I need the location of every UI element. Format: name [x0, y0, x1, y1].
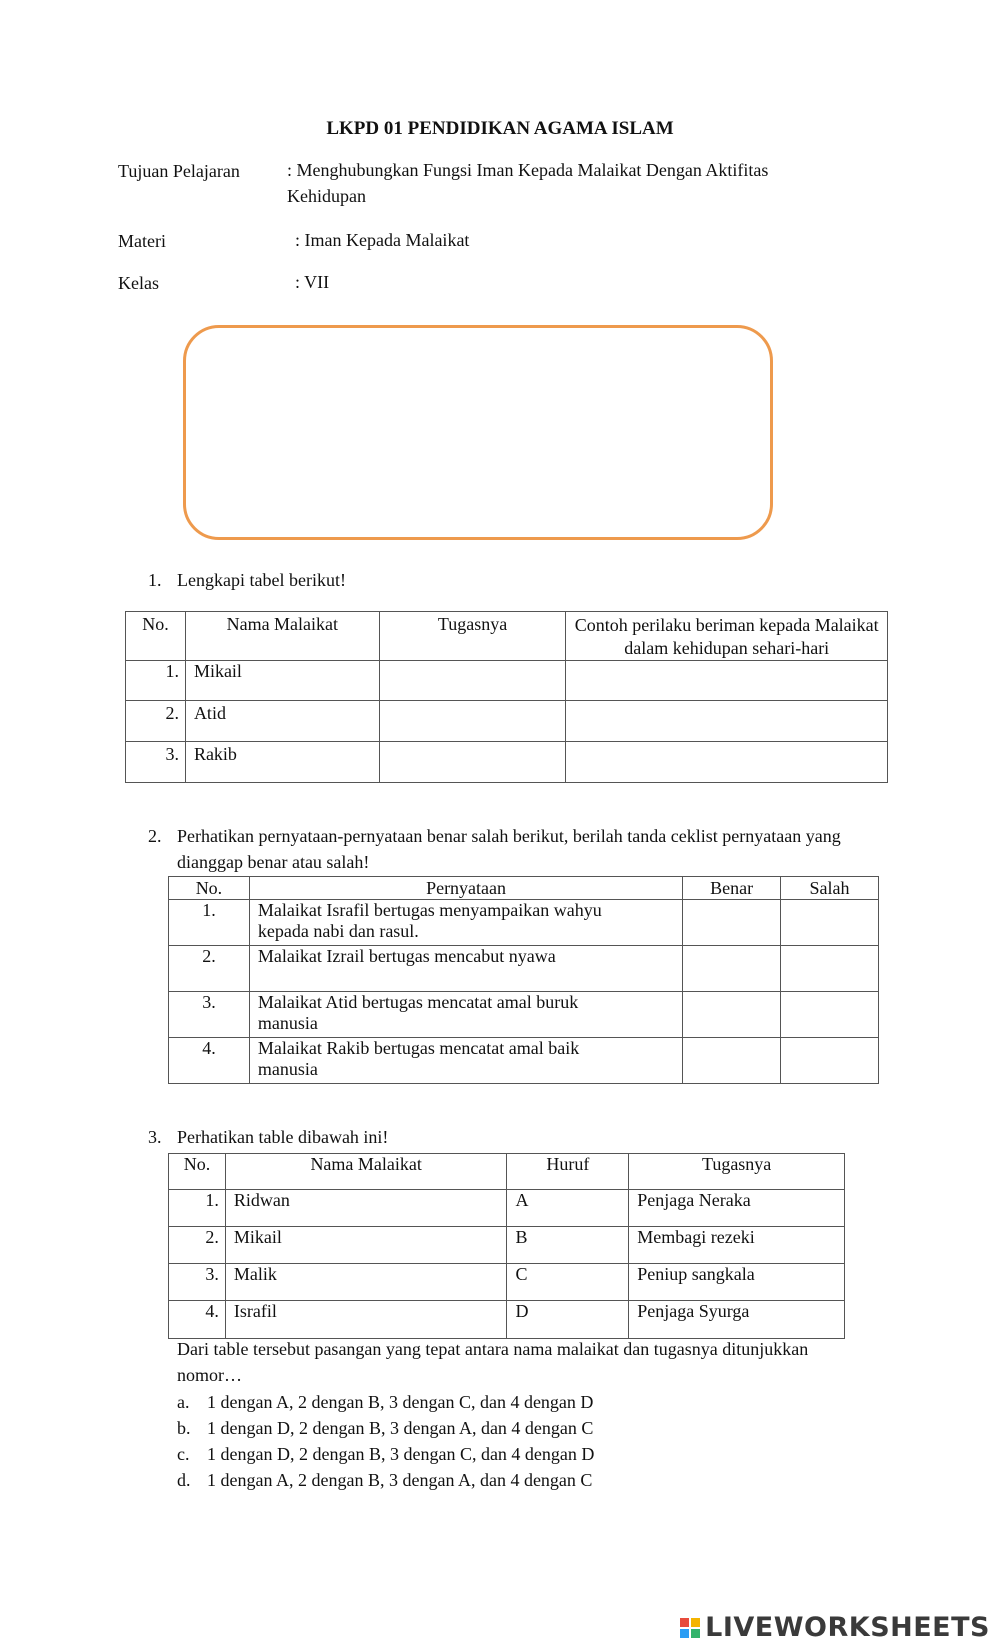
q1-answer-example[interactable] — [566, 742, 888, 783]
q1-row-name: Rakib — [185, 742, 379, 783]
q1-answer-task[interactable] — [379, 742, 566, 783]
q1-answer-example[interactable] — [566, 661, 888, 701]
q2-header-false: Salah — [781, 877, 879, 900]
table-row — [169, 1264, 845, 1301]
q2-number: 2. — [148, 826, 162, 846]
q3-header-name: Nama Malaikat — [225, 1154, 507, 1190]
q3-row-name: Israfil — [225, 1301, 507, 1339]
option-text: 1 dengan A, 2 dengan B, 3 dengan C, dan 4 dengan D — [207, 1392, 594, 1412]
option-text: 1 dengan D, 2 dengan B, 3 dengan C, dan 4 dengan D — [207, 1444, 595, 1464]
q3-row-task: Penjaga Neraka — [629, 1190, 845, 1227]
q3-row-no: 1. — [169, 1190, 226, 1227]
q2-row-no: 1. — [169, 900, 250, 946]
q1-answer-task[interactable] — [379, 661, 566, 701]
q1-row-name: Mikail — [185, 661, 379, 701]
q3-question: Dari table tersebut pasangan yang tepat antara nama malaikat dan tugasnya ditunjukkan nomor… — [177, 1339, 809, 1385]
q1-row-no: 2. — [126, 701, 186, 742]
orange-frame — [183, 325, 773, 540]
q2-check-true[interactable] — [683, 1038, 781, 1084]
table-row — [169, 1301, 845, 1339]
info-label-tujuan: Tujuan Pelajaran — [118, 161, 240, 181]
q3-header-letter: Huruf — [507, 1154, 629, 1190]
q3-row-letter: C — [507, 1264, 629, 1301]
liveworksheets-logo — [680, 1612, 990, 1643]
info-value-kelas: : VII — [295, 272, 330, 292]
q2-check-true[interactable] — [683, 992, 781, 1038]
q3-row-letter: A — [507, 1190, 629, 1227]
q2-row-statement: Malaikat Israfil bertugas menyampaikan wahyu kepada nabi dan rasul. — [249, 900, 682, 946]
q3-row-name: Ridwan — [225, 1190, 507, 1227]
option-text: 1 dengan A, 2 dengan B, 3 dengan A, dan 4 dengan C — [207, 1470, 593, 1490]
q2-row-statement: Malaikat Atid bertugas mencatat amal buruk manusia — [249, 992, 682, 1038]
q3-prompt — [148, 1127, 388, 1148]
table-row — [169, 1190, 845, 1227]
table-header-row — [169, 877, 879, 900]
option-a[interactable] — [177, 1389, 594, 1415]
q1-row-no: 1. — [126, 661, 186, 701]
q1-header-no: No. — [126, 612, 186, 661]
q2-header-true: Benar — [683, 877, 781, 900]
table-header-row — [169, 1154, 845, 1190]
table-row — [169, 900, 879, 946]
q3-header-no: No. — [169, 1154, 226, 1190]
q3-row-letter: D — [507, 1301, 629, 1339]
q3-row-task: Penjaga Syurga — [629, 1301, 845, 1339]
q2-row-no: 3. — [169, 992, 250, 1038]
q1-header-task: Tugasnya — [379, 612, 566, 661]
q3-row-no: 4. — [169, 1301, 226, 1339]
q1-prompt — [148, 570, 346, 591]
q3-row-no: 2. — [169, 1227, 226, 1264]
q3-row-letter: B — [507, 1227, 629, 1264]
table-row — [169, 1227, 845, 1264]
q2-header-statement: Pernyataan — [249, 877, 682, 900]
q2-check-true[interactable] — [683, 900, 781, 946]
q2-check-false[interactable] — [781, 900, 879, 946]
q1-answer-task[interactable] — [379, 701, 566, 742]
info-label-materi: Materi — [118, 231, 166, 251]
page-title: LKPD 01 PENDIDIKAN AGAMA ISLAM — [326, 118, 674, 139]
q2-row-no: 4. — [169, 1038, 250, 1084]
q3-text: Perhatikan table dibawah ini! — [177, 1127, 389, 1147]
option-b[interactable] — [177, 1415, 594, 1441]
logo-blocks-icon — [680, 1618, 700, 1638]
q2-prompt — [148, 823, 897, 875]
option-letter: a. — [177, 1392, 190, 1412]
q1-row-no: 3. — [126, 742, 186, 783]
q1-header-name: Nama Malaikat — [185, 612, 379, 661]
q2-text: Perhatikan pernyataan-pernyataan benar salah berikut, berilah tanda ceklist pernyataan yang dianggap benar atau salah! — [177, 826, 841, 872]
q2-table — [168, 876, 879, 1084]
q2-check-false[interactable] — [781, 946, 879, 992]
q1-table — [125, 611, 888, 783]
q3-row-task: Peniup sangkala — [629, 1264, 845, 1301]
q3-number: 3. — [148, 1127, 162, 1147]
info-label-kelas: Kelas — [118, 273, 159, 293]
option-letter: c. — [177, 1444, 190, 1464]
q3-row-name: Malik — [225, 1264, 507, 1301]
q3-table — [168, 1153, 845, 1339]
option-text: 1 dengan D, 2 dengan B, 3 dengan A, dan 4 dengan C — [207, 1418, 594, 1438]
q2-header-no: No. — [169, 877, 250, 900]
option-letter: d. — [177, 1470, 191, 1490]
q2-row-statement: Malaikat Izrail bertugas mencabut nyawa — [249, 946, 682, 992]
info-value-tujuan: : Menghubungkan Fungsi Iman Kepada Malaikat Dengan Aktifitas Kehidupan — [287, 160, 769, 206]
q1-answer-example[interactable] — [566, 701, 888, 742]
q2-check-false[interactable] — [781, 992, 879, 1038]
q2-row-statement: Malaikat Rakib bertugas mencatat amal baik manusia — [249, 1038, 682, 1084]
table-row — [169, 992, 879, 1038]
table-row — [169, 1038, 879, 1084]
option-c[interactable] — [177, 1441, 594, 1467]
option-letter: b. — [177, 1418, 191, 1438]
q3-row-name: Mikail — [225, 1227, 507, 1264]
table-row — [126, 661, 888, 701]
q3-header-task: Tugasnya — [629, 1154, 845, 1190]
q2-row-no: 2. — [169, 946, 250, 992]
table-header-row — [126, 612, 888, 661]
q2-check-true[interactable] — [683, 946, 781, 992]
table-row — [169, 946, 879, 992]
table-row — [126, 701, 888, 742]
q3-row-no: 3. — [169, 1264, 226, 1301]
q1-number: 1. — [148, 570, 162, 590]
q3-row-task: Membagi rezeki — [629, 1227, 845, 1264]
q2-check-false[interactable] — [781, 1038, 879, 1084]
table-row — [126, 742, 888, 783]
option-d[interactable] — [177, 1467, 594, 1493]
info-value-materi: : Iman Kepada Malaikat — [295, 230, 470, 250]
q3-options — [177, 1389, 594, 1493]
q1-text: Lengkapi tabel berikut! — [177, 570, 346, 590]
logo-text: LIVEWORKSHEETS — [705, 1612, 990, 1643]
q1-header-example: Contoh perilaku beriman kepada Malaikat dalam kehidupan sehari-hari — [566, 612, 888, 661]
q1-row-name: Atid — [185, 701, 379, 742]
